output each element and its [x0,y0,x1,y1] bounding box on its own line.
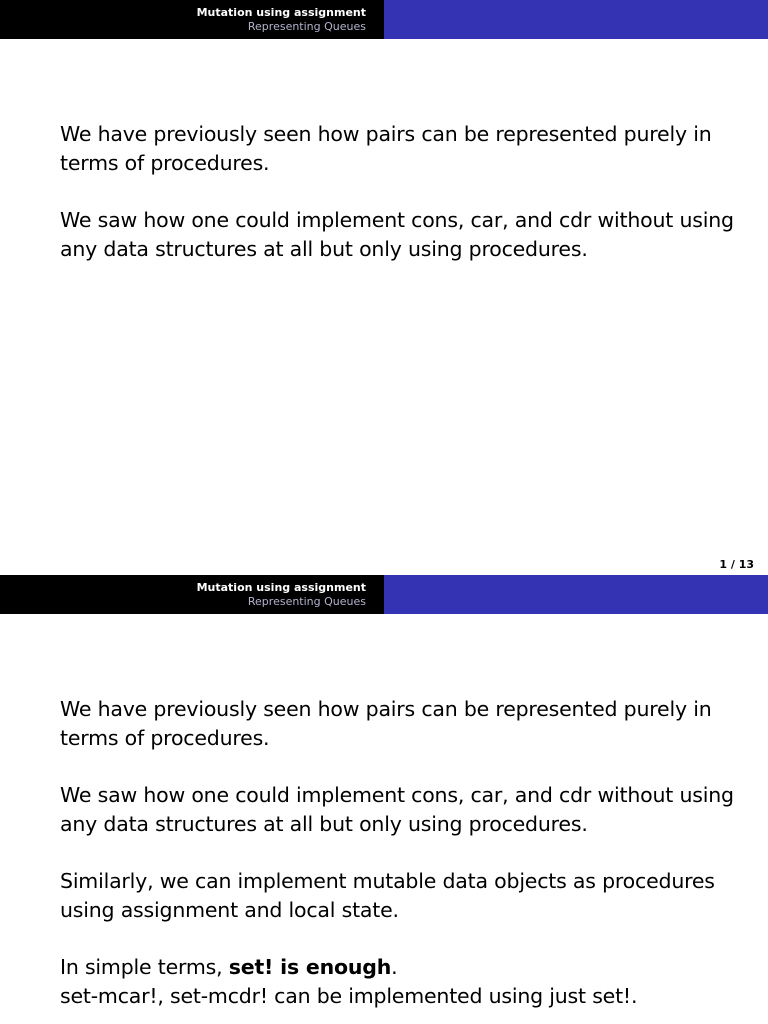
header-title: Mutation using assignment [196,580,366,594]
text-line: set-mcar!, set-mcdr! can be implemented using just set!. [60,984,638,1008]
header-section-nav [0,575,384,614]
slide-header [0,575,768,614]
paragraph [60,953,740,1011]
paragraph [60,120,740,178]
text-line: Similarly, we can implement mutable data objects as procedures [60,869,715,893]
slide-body [60,695,740,1024]
header-bar-right [384,0,768,39]
header-bar-right [384,575,768,614]
text-line: terms of procedures. [60,151,270,175]
text-line: We have previously seen how pairs can be represented purely in [60,697,712,721]
slide-header [0,0,768,39]
paragraph [60,695,740,753]
slide-2 [0,575,768,1024]
text-line: We saw how one could implement cons, car, and cdr without using [60,208,734,232]
paragraph [60,781,740,839]
text-suffix: . [391,955,398,979]
text-line: We saw how one could implement cons, car, and cdr without using [60,783,734,807]
text-prefix: In simple terms, [60,955,229,979]
text-line: We have previously seen how pairs can be represented purely in [60,122,712,146]
page-number: 1 / 13 [719,558,754,571]
header-section-nav [0,0,384,39]
bold-emphasis: set! is enough [228,955,392,979]
header-subtitle: Representing Queues [247,19,366,33]
header-title: Mutation using assignment [196,5,366,19]
header-subtitle: Representing Queues [247,594,366,608]
paragraph [60,206,740,264]
text-line: any data structures at all but only using procedures. [60,812,588,836]
text-line: using assignment and local state. [60,898,399,922]
paragraph [60,867,740,925]
text-line: any data structures at all but only using procedures. [60,237,588,261]
slide-body [60,120,740,292]
text-line: terms of procedures. [60,726,270,750]
